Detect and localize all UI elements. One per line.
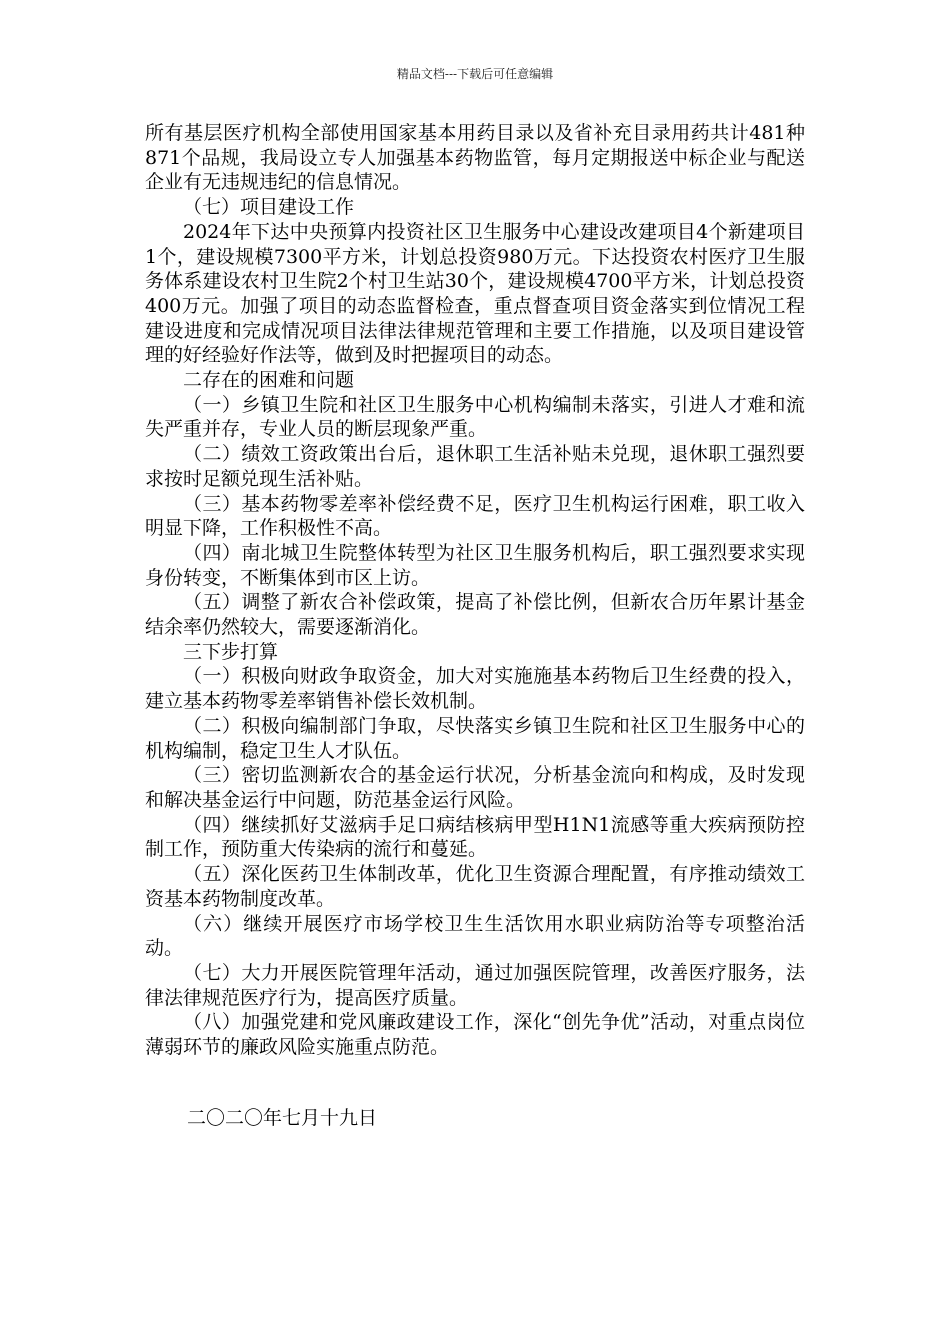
- body-paragraph: （六）继续开展医疗市场学校卫生生活饮用水职业病防治等专项整治活动。: [145, 912, 805, 960]
- page-header-watermark: 精品文档---下载后可任意编辑: [396, 67, 554, 81]
- document-body: [145, 121, 805, 1060]
- body-paragraph: （八）加强党建和党风廉政建设工作，深化“创先争优”活动，对重点岗位薄弱环节的廉政风险实施重点防范。: [145, 1011, 805, 1059]
- body-paragraph: （二）绩效工资政策出台后，退休职工生活补贴未兑现，退休职工强烈要求按时足额兑现生活补贴。: [145, 443, 805, 490]
- body-paragraph: （三）基本药物零差率补偿经费不足，医疗卫生机构运行困难，职工收入明显下降，工作积极性不高。: [145, 492, 805, 540]
- body-paragraph: （一）积极向财政争取资金，加大对实施施基本药物后卫生经费的投入，建立基本药物零差率销售补偿长效机制。: [145, 665, 805, 713]
- body-paragraph: （五）深化医药卫生体制改革，优化卫生资源合理配置，有序推动绩效工资基本药物制度改革。: [145, 863, 805, 910]
- body-paragraph: （七）项目建设工作: [183, 196, 355, 219]
- body-paragraph: 三下步打算: [183, 640, 279, 663]
- body-paragraph: 2024年下达中央预算内投资社区卫生服务中心建设改建项目4个新建项目1个，建设规模7300平方米，计划总投资980万元。下达投资农村医疗卫生服务体系建设农村卫生院2个村卫生站30个，建设规模4700平方米，计划总投资400万元。加强了项目的动态监督检查，重点督查项目资金落实到位情况工程建设进度和完成情况项目法律法律规范管理和主要工作措施，以及项目建设管理的好经验好作法等，做到及时把握项目的动态。: [145, 220, 805, 367]
- body-paragraph: 所有基层医疗机构全部使用国家基本用药目录以及省补充目录用药共计481种871个品规，我局设立专人加强基本药物监管，每月定期报送中标企业与配送企业有无违规违纪的信息情况。: [145, 122, 805, 194]
- body-paragraph: （一）乡镇卫生院和社区卫生服务中心机构编制未落实，引进人才难和流失严重并存，专业人员的断层现象严重。: [145, 393, 805, 441]
- body-paragraph: （四）南北城卫生院整体转型为社区卫生服务机构后，职工强烈要求实现身份转变，不断集体到市区上访。: [145, 541, 805, 589]
- body-paragraph: （七）大力开展医院管理年活动，通过加强医院管理，改善医疗服务，法律法律规范医疗行为，提高医疗质量。: [145, 961, 805, 1009]
- body-paragraph: 二存在的困难和问题: [183, 369, 355, 392]
- body-paragraph: （二）积极向编制部门争取，尽快落实乡镇卫生院和社区卫生服务中心的机构编制，稳定卫生人才队伍。: [145, 714, 805, 762]
- body-paragraph: （四）继续抓好艾滋病手足口病结核病甲型H1N1流感等重大疾病预防控制工作，预防重大传染病的流行和蔓延。: [145, 813, 805, 861]
- document-date: 二〇二〇年七月十九日: [187, 1107, 378, 1129]
- body-paragraph: （五）调整了新农合补偿政策，提高了补偿比例，但新农合历年累计基金结余率仍然较大，需要逐渐消化。: [145, 591, 805, 639]
- body-paragraph: （三）密切监测新农合的基金运行状况，分析基金流向和构成，及时发现和解决基金运行中问题，防范基金运行风险。: [145, 764, 805, 811]
